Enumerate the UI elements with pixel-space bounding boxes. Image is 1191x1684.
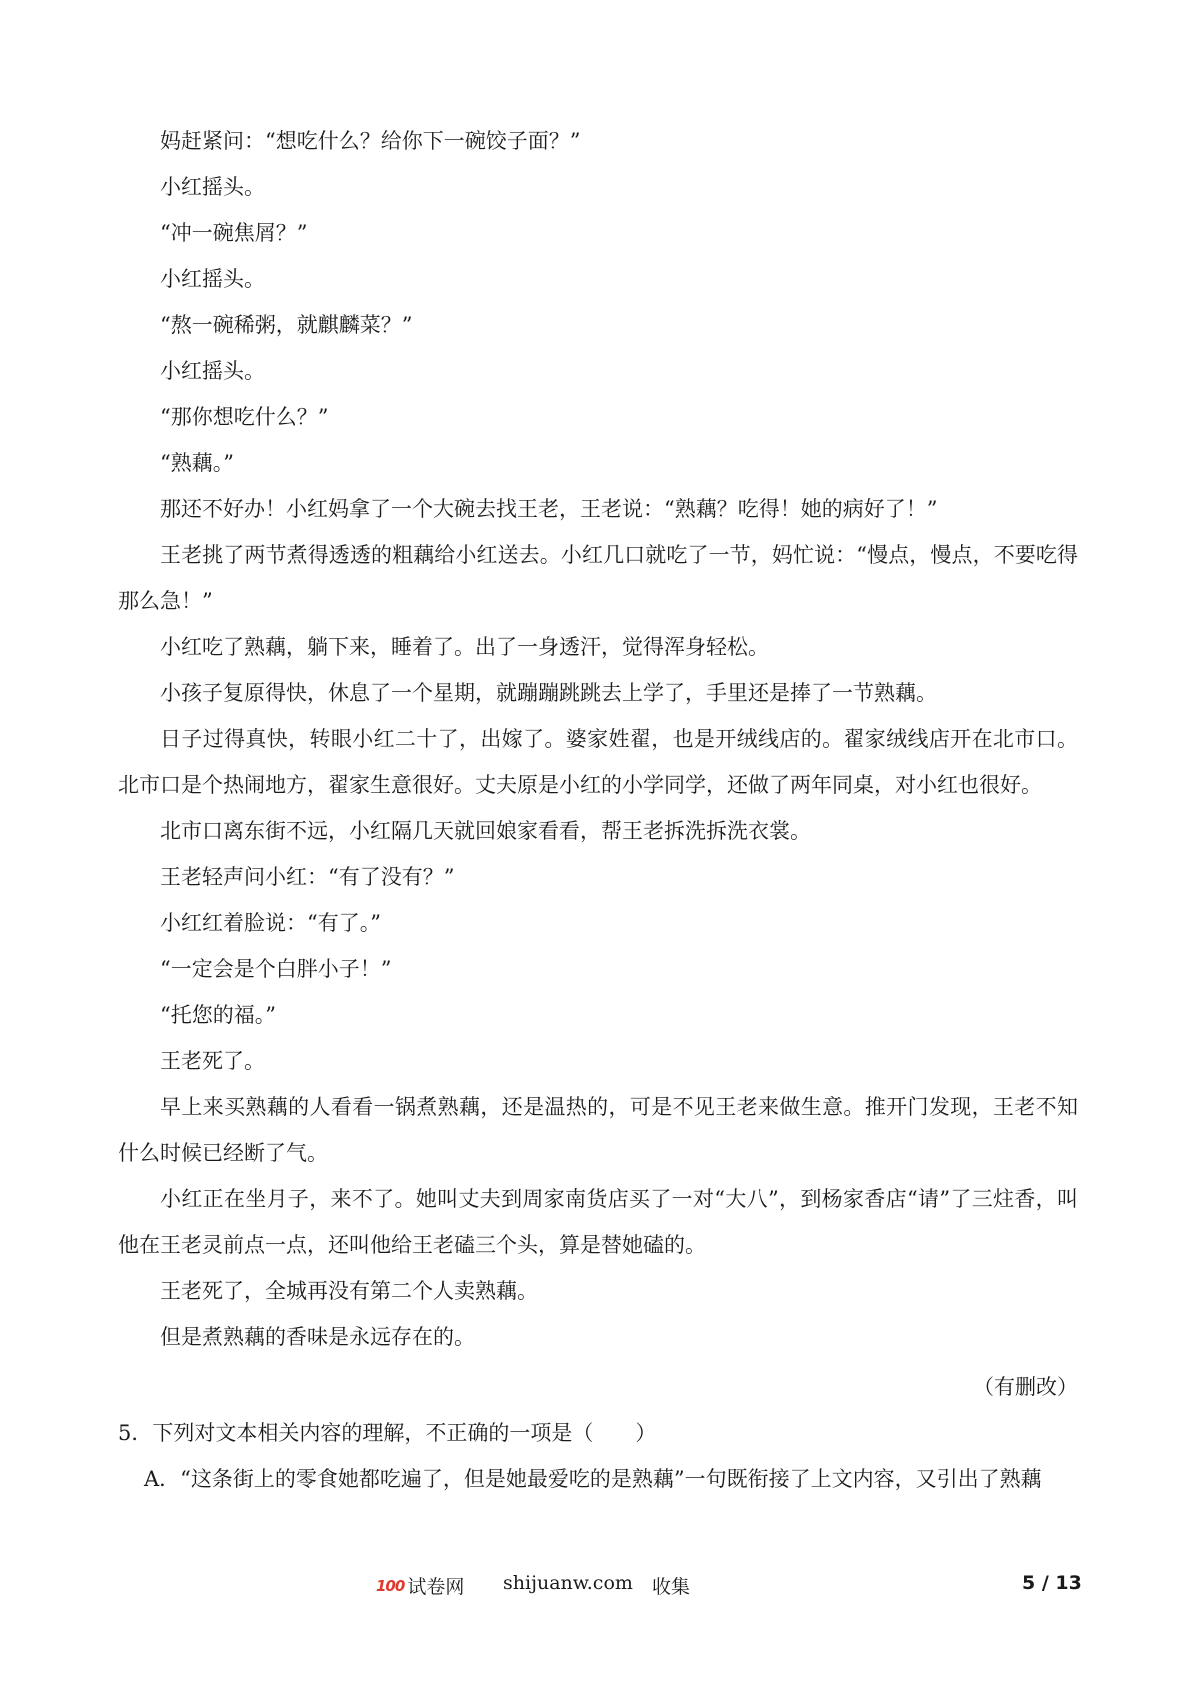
paragraph: 小红正在坐月子，来不了。她叫丈夫到周家南货店买了一对“大八”，到杨家香店“请”了三炷香，叫他在王老灵前点一点，还叫他给王老磕三个头，算是替她磕的。 [118, 1187, 1078, 1257]
paragraph: 但是煮熟藕的香味是永远存在的。 [160, 1325, 475, 1349]
paragraph: “熟藕。” [160, 451, 234, 475]
logo-text: 试卷网 [407, 1576, 465, 1598]
question-stem: 5．下列对文本相关内容的理解，不正确的一项是（ ） [118, 1421, 657, 1445]
paragraph: 北市口离东街不远，小红隔几天就回娘家看看，帮王老拆洗拆洗衣裳。 [160, 819, 811, 843]
option-a: A．“这条街上的零食她都吃遍了，但是她最爱吃的是熟藕”一句既衔接了上文内容，又引出了熟藕 [144, 1467, 1042, 1491]
paragraph: “冲一碗焦屑？” [160, 221, 308, 245]
paragraph: “熬一碗稀粥，就麒麟菜？” [160, 313, 413, 337]
paragraph: 小红吃了熟藕，躺下来，睡着了。出了一身透汗，觉得浑身轻松。 [160, 635, 769, 659]
paragraph: 小红红着脸说：“有了。” [160, 911, 381, 935]
paragraph: 王老死了。 [160, 1049, 265, 1073]
paragraph: 小红摇头。 [160, 359, 265, 383]
paragraph: 日子过得真快，转眼小红二十了，出嫁了。婆家姓翟，也是开绒线店的。翟家绒线店开在北市口。北市口是个热闹地方，翟家生意很好。丈夫原是小红的小学同学，还做了两年同桌，对小红也很好。 [118, 727, 1078, 797]
paragraph: “那你想吃什么？” [160, 405, 329, 429]
logo-100-icon: 100 [376, 1576, 405, 1595]
page-number: 5 / 13 [1022, 1572, 1082, 1594]
article-body [118, 118, 1078, 1502]
paragraph: 妈赶紧问：“想吃什么？给你下一碗饺子面？” [160, 129, 581, 153]
paragraph: 王老挑了两节煮得透透的粗藕给小红送去。小红几口就吃了一节，妈忙说：“慢点，慢点，不要吃得那么急！” [118, 543, 1078, 613]
source-note: （有删改） [973, 1375, 1078, 1399]
paragraph: 小孩子复原得快，休息了一个星期，就蹦蹦跳跳去上学了，手里还是捧了一节熟藕。 [160, 681, 937, 705]
paragraph: 早上来买熟藕的人看看一锅煮熟藕，还是温热的，可是不见王老来做生意。推开门发现，王老不知什么时候已经断了气。 [118, 1095, 1078, 1165]
paragraph: 王老死了，全城再没有第二个人卖熟藕。 [160, 1279, 538, 1303]
footer-collect: 收集 [652, 1576, 691, 1598]
paragraph: “一定会是个白胖小子！” [160, 957, 392, 981]
paragraph: 小红摇头。 [160, 267, 265, 291]
paragraph: 那还不好办！小红妈拿了一个大碗去找王老，王老说：“熟藕？吃得！她的病好了！” [160, 497, 938, 521]
paragraph: “托您的福。” [160, 1003, 276, 1027]
paragraph: 王老轻声问小红：“有了没有？” [160, 865, 455, 889]
page-footer [0, 1570, 1191, 1610]
footer-site: shijuanw.com [503, 1572, 633, 1594]
paragraph: 小红摇头。 [160, 175, 265, 199]
site-logo [376, 1572, 464, 1599]
